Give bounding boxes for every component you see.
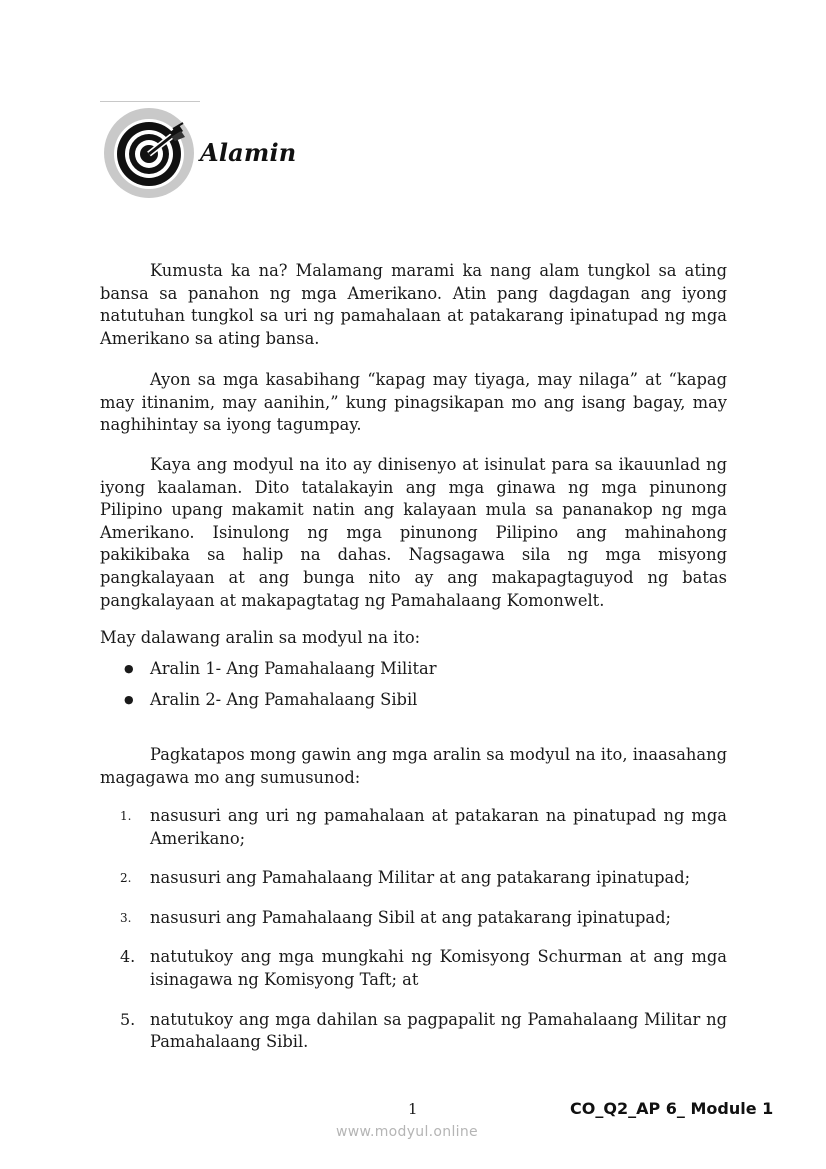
section-header: [103, 105, 296, 200]
objective-number: 4.: [120, 947, 136, 967]
header-divider: [100, 101, 200, 102]
objective-item: [100, 1009, 727, 1054]
objective-text: nasusuri ang Pamahalaang Sibil at ang patakarang ipinatupad;: [150, 907, 672, 927]
purpose-paragraph: Kaya ang modyul na ito ay dinisenyo at isinulat para sa ikauunlad ng iyong kaalaman. Dito tatalakayin ang mga ginawa ng mga pinunong Pilipino upang makamit natin ang kalayaan mula sa pananakop ng mga Amerikano. Isinulong ng mga pinunong Pilipino ang mahinahong pakikibaka sa halip na dahas. Nagsagawa sila ng mga misyong pangkalayaan at ang bunga nito ay ang makapagtaguyod ng batas pangkalayaan at makapagtatag ng Pamahalaang Komonwelt.: [100, 455, 727, 610]
module-code: CO_Q2_AP 6_ Module 1: [570, 1099, 774, 1118]
objectives-intro: Pagkatapos mong gawin ang mga aralin sa modyul na ito, inaasahang magagawa mo ang sumusunod:: [100, 745, 727, 787]
objective-item: [100, 805, 727, 850]
objective-text: natutukoy ang mga mungkahi ng Komisyong Schurman at ang mga isinagawa ng Komisyong Taft; at: [150, 947, 727, 989]
lessons-intro: May dalawang aralin sa modyul na ito:: [100, 628, 421, 647]
section-title: Alamin: [200, 138, 297, 167]
watermark: www.modyul.online: [336, 1124, 478, 1140]
lesson-item: ● Aralin 1- Ang Pamahalaang Militar: [100, 658, 727, 689]
objective-number: 2.: [120, 871, 132, 886]
objective-item: [100, 867, 727, 890]
objective-number: 3.: [120, 910, 132, 925]
objectives-list: [100, 805, 727, 1054]
target-arrow-icon: [103, 107, 195, 199]
intro-paragraph: Kumusta ka na? Malamang marami ka nang alam tungkol sa ating bansa sa panahon ng mga Amerikano. Atin pang dagdagan ang iyong natutuhan tungkol sa uri ng pamahalaan at patakarang ipinatupad ng mga Amerikano sa ating bansa.: [100, 261, 727, 348]
objective-text: nasusuri ang Pamahalaang Militar at ang patakarang ipinatupad;: [150, 868, 691, 888]
saying-paragraph: Ayon sa mga kasabihang “kapag may tiyaga, may nilaga” at “kapag may itinanim, may aanihin,” kung pinagsikapan mo ang isang bagay, may naghihintay sa iyong tagumpay.: [100, 370, 727, 435]
objective-item: [100, 907, 727, 930]
lesson-item: ● Aralin 2- Ang Pamahalaang Sibil: [100, 689, 727, 720]
page-number: 1: [408, 1100, 418, 1118]
objective-text: nasusuri ang uri ng pamahalaan at patakaran na pinatupad ng mga Amerikano;: [150, 806, 727, 848]
objective-text: natutukoy ang mga dahilan sa pagpapalit ng Pamahalaang Militar ng Pamahalaang Sibil.: [150, 1009, 727, 1052]
objective-number: 5.: [120, 1009, 136, 1029]
objective-number: 1.: [120, 809, 132, 823]
lessons-list: [100, 658, 727, 720]
objective-item: [100, 946, 727, 991]
